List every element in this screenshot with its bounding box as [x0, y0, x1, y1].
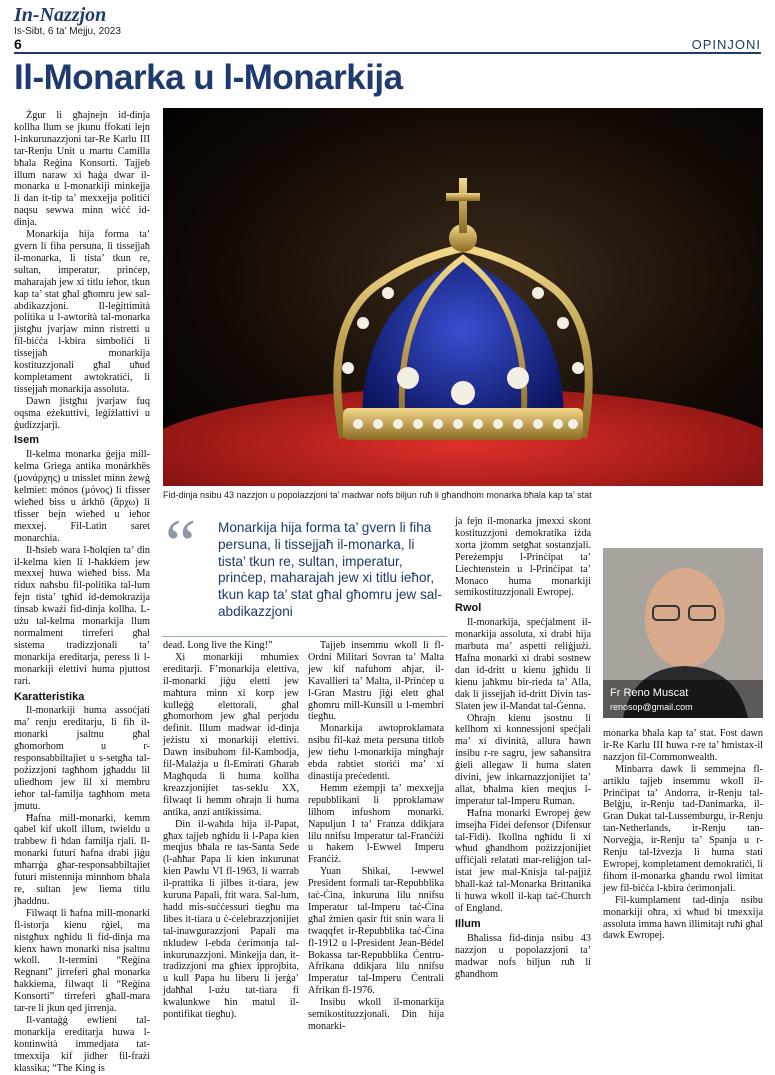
paragraph: ja fejn il-monarka jmexxi skont kostituzzjoni demokratika iżda xorta jżomm setgħat sostanzjali. Pereżempju l-Prinċipat ta’ Liechtenstein u l-Prinċipat ta’ Monaco huma monarkiji semikostituzzjonali Ewropej. — [455, 516, 591, 599]
author-email: renosop@gmail.com — [610, 702, 693, 712]
header-rule — [14, 52, 761, 54]
paragraph: dead. Long live the King!” — [163, 640, 273, 651]
page-number: 6 — [14, 36, 22, 52]
column-4 — [455, 516, 591, 980]
paragraph: Il-ħsieb wara l-ħolqien ta’ din il-kelma kien li l-ħakkiem jew mexxej huwa wieħed biss. Ma ridux naħsbu fil-politika tal-lum fejn tista’ tgħid id-demokrazija tinsab kważi fid-dinja kollha. L-użu tal-kelma monarkija llum normalment tirreferi għal sistema tradizzjonali ta’ monarkija ereditarja, peress li l-monarkiji elettivi huma pjuttost rari. — [14, 544, 150, 687]
column-3 — [308, 640, 444, 1033]
paragraph: Hemm eżempji ta’ mexxejja repubblikani li pproklamaw lilhom infushom monarki. Napuljun I ta’ Franza ddikjara lilu nnifsu Imperatur tal-Franċiżi u ħakem l-Ewwel Imperu Franċiż. — [308, 782, 444, 866]
paragraph: Ħafna monarki Ewropej ġew imsejħa Fidei defensor (Difensur tal-Fidi). Ikollna ngħidu li xi wħud għandhom pożizzjonijiet uffiċjali relatati mar-reliġjon tal-istat jew mal-Knisja tal-pajjiż bħall-każ tal-Monarka Brittanika li huwa wkoll il-kap taċ-Church of England. — [455, 807, 591, 914]
subheading: Isem — [14, 434, 40, 447]
subheading: Rwol — [455, 602, 482, 615]
paragraph: Minbarra dawk li semmejna fl-artiklu tajjeb insemmu wkoll il-Prinċipat ta’ Andorra, ir-Renju tal-Belġju, ir-Renju tad-Danimarka, il-Gran Dukat tal-Lussemburgu, ir-Renju tan-Netherlands, ir-Renju tan-Norveġja, ir-Renju ta’ Spanja u r-Renju tal-Iżvezja li huma stati Ewropej, kompletament demokratiċi, li fihom il-monarka għandu rwol limitat jew fil-biċċa l-kbira ċerimonjali. — [603, 763, 763, 894]
crown-illustration — [163, 108, 763, 486]
paragraph: Żgur li għajnejn id-dinja kollha llum se jkunu ffokati lejn l-inkurunazzjoni tar-Re Karlu III tar-Renju Unit u martu Camilla bħala Reġina Konsorti. Tajjeb illum naraw xi ħaġa dwar il-monarka u l-monarkiji minkejja li dan it-tip ta’ mexxejja politiċi naqsu sewwa minn wiċċ id-dinja. — [14, 110, 150, 229]
pull-quote-rule — [162, 636, 447, 637]
quote-mark-icon: “ — [165, 506, 197, 583]
column-1 — [14, 110, 150, 1075]
subheading: Illum — [455, 917, 481, 930]
photo-caption: Fid-dinja nsibu 43 nazzjon u popolazzjoni ta’ madwar nofs biljun ruħ li għandhom monarka bħala kap ta’ stat — [163, 490, 592, 500]
paragraph: Dawn jistgħu jvarjaw fuq oqsma eżekuttivi, leġiżlattivi u ġudizzjarji. — [14, 395, 150, 431]
masthead-title: In-Nazzjon — [14, 4, 107, 26]
paragraph: Ħafna mill-monarki, kemm qabel kif ukoll illum, twieldu u trabbew fi ħdan familja rjali. Il-monarki futuri ħafna drabi jiġu mħarrġa għar-responsabbiltajiet futuri mistennija minnhom bħala re, sultan jew liema titlu jħaddnu. — [14, 812, 150, 907]
paragraph: Insibu wkoll il-monarkija semikostituzzjonali. Din hija monarki- — [308, 997, 444, 1032]
paragraph: Fil-kumplament tad-dinja nsibu monarkiji oħra, xi wħud bi tmexxija assoluta imma hawn illimitajt ruħi għal dawk Ewropej. — [603, 894, 763, 942]
paragraph: Filwaqt li ħafna mill-monarki fl-istorja kienu rġiel, ma nistgħux ngħidu li fid-dinja ma kienx hawn monarki nisa jsaltnu wkoll. It-termini “Reġina Regnant” jirreferi għal monarka ħakkiema, filwaqt li “Reġina Konsorti” tirreferi għall-mara tar-re li jkun qed jirrenja. — [14, 907, 150, 1015]
paragraph: Oħrajn kienu jsostnu li kellhom xi konnessjoni speċjali ma’ xi divinità, allura ħawn insibu r-re sagru, jew saħansitra ġieli allegaw li huma slaten divini, jew inkarnazzjonijiet ta’ allat, bħalma kien meqjus l-imperatur tal-Imperu Ruman. — [455, 712, 591, 807]
paragraph: Monarkija hija forma ta’ gvern li fiha persuna, li tissejjaħ il-monarka, li tista’ tkun re, sultan, imperatur, prinċep, maharajah jew xi titlu ieħor, tkun kap ta’ stat għal għomru jew sal-abdikazzjoni. Il-leġittimità politika u l-awtorità tal-monarka jistgħu jvarjaw minn ristretti u fil-biċċa l-kbira simboliċi li tissejjaħ monarkija kostituzzjonali għal uħud kompletament awtokratiċi, li tissejjaħ monarkija assoluta. — [14, 229, 150, 395]
paragraph: Xi monarkiji mhumiex ereditarji. F’monarkija elettiva, il-monarki jiġu eletti jew maħtura minn xi korp jew kulleġġ elettorali, għal għomorhom jew għal perjodu definit. Illum madwar id-dinja jeżistu xi monarkiji elettivi. Dawn insibuhom fil-Kambodja, fil-Malażja u fl-Emirati Għarab Magħquda li huma kollha kreazzjonijiet tas-seklu XX, filwaqt li hemm oħrajn li huma antika, anzi antikissima. — [163, 651, 299, 818]
paragraph: monarka bħala kap ta’ stat. Fost dawn ir-Re Karlu III ħuwa r-re ta’ ħmistax-il nazzjon fil-Commonwealth. — [603, 728, 763, 763]
crown-photo — [163, 108, 763, 486]
section-label: OPINJONI — [691, 37, 761, 52]
column-5 — [603, 728, 763, 942]
paragraph: Il-monarkija, speċjalment il-monarkija assoluta, xi drabi hija marbuta ma’ aspetti reliġjużi. Ħafna monarki xi drabi sostnew dan id-dritt u kienu jgħidu li kienu jaħkmu bir-rieda ta’ Alla, dak li jissejjaħ id-dritt Divin tas-Slaten jew il-Mandat tal-Ġenna. — [455, 617, 591, 712]
headline: Il-Monarka u l-Monarkija — [14, 58, 403, 97]
paragraph: Il-kelma monarka ġejja mill-kelma Griega antika monárkhēs (μονάρχης) u tnisslet minn żewġ kelmiet: mónos (μόνος) li tfisser wieħed biss u árkhō (ἄρχω) li tfisser bejn wieħed u ieħor mexxej. Fil-Latin saret monarchia. — [14, 449, 150, 544]
pull-quote: Monarkija hija forma ta’ gvern li fiha persuna, li tissejjaħ il-monarka, li tista’ tkun re, sultan, imperatur, prinċep, maharajah jew xi titlu ieħor, tkun kap ta’ stat għal għomru jew sal-abdikazzjoni — [218, 520, 442, 619]
paragraph: Il-vantaġġ ewlieni tal-monarkija ereditarja huwa l-kontinwità immedjata tat-tmexxija kif jidher fil-frażi klassika; “The King is — [14, 1014, 150, 1074]
column-2 — [163, 640, 299, 1021]
paragraph: Il-monarkiji huma assoċjati ma’ renju ereditarju, li fih il-monarki jsaltnu għal għomorhom u r-responsabbiltajiet u s-setgħa tal-pożizzjoni tagħhom jgħaddu lil uliedhom jew lil xi membru ieħor tal-familja tagħhom meta jmutu. — [14, 705, 150, 812]
paragraph: Monarkija awtoproklamata nsibu fil-każ meta persuna titlob jew tieħu l-monarkija mingħajr ebda rabtiet storiċi ma’ xi dinastija preċedenti. — [308, 723, 444, 782]
author-name: Fr Reno Muscat — [610, 687, 689, 699]
paragraph: Din il-waħda hija il-Papat, għax tajjeb ngħidu li l-Papa kien meqjus bħala re tas-Santa Sede (l-aħħar Papa li kien inkurunat kien Pawlu VI fl-1963, li warrab il-prattika li jilbes it-tiara, jew kuruna Papali, ftit wara. Sal-lum, hadd mis-suċċessuri tiegħu ma libes it-tiara u ċ-ċelebrazzjonijiet tal-inawgurazzjoni Papali ma nkludew l-ebda ċerimonja tal-inkurunazzjoni. Minkejja dan, it-tradizzjoni ma għiex ipprojbita, u kull Papa hu liberu li jerġa’ jdaħħal l-użu tat-tiara fi kwalunkwe ħin matul il-pontifikat tiegħu). — [163, 818, 299, 1021]
issue-date: Is-Sibt, 6 ta’ Mejju, 2023 — [14, 26, 121, 37]
paragraph: Tajjeb insemmu wkoll li fl-Ordni Militari Sovran ta’ Malta jew kif nafuhom aħjar, il-Kavallieri ta’ Malta, il-Prinċep u l-Gran Mastru jiġi elett għal għomru mill-Kunsill u l-membri tiegħu. — [308, 640, 444, 723]
paragraph: Bħalissa fid-dinja nsibu 43 nazzjon u popolazzjoni ta’ madwar nofs biljun ruħ li għandhom — [455, 932, 591, 980]
subheading: Karatteristika — [14, 690, 85, 703]
paragraph: Yuan Shikai, l-ewwel President formali tar-Repubblika taċ-Ċina, inkurunа lilu nnifsu Imperatur tal-Imperu taċ-Ċina għal żmien qasir ftit snin wara li twaqqfet ir-Repubblika taċ-Ċina fl-1912 u l-President Jean-Bédel Bokassa tar-Repubblika Ċentru-Afrikana ddikjara lilu nnifsu Imperatur tal-Imperu Ċentrali Afrikan fl-1976. — [308, 866, 444, 997]
